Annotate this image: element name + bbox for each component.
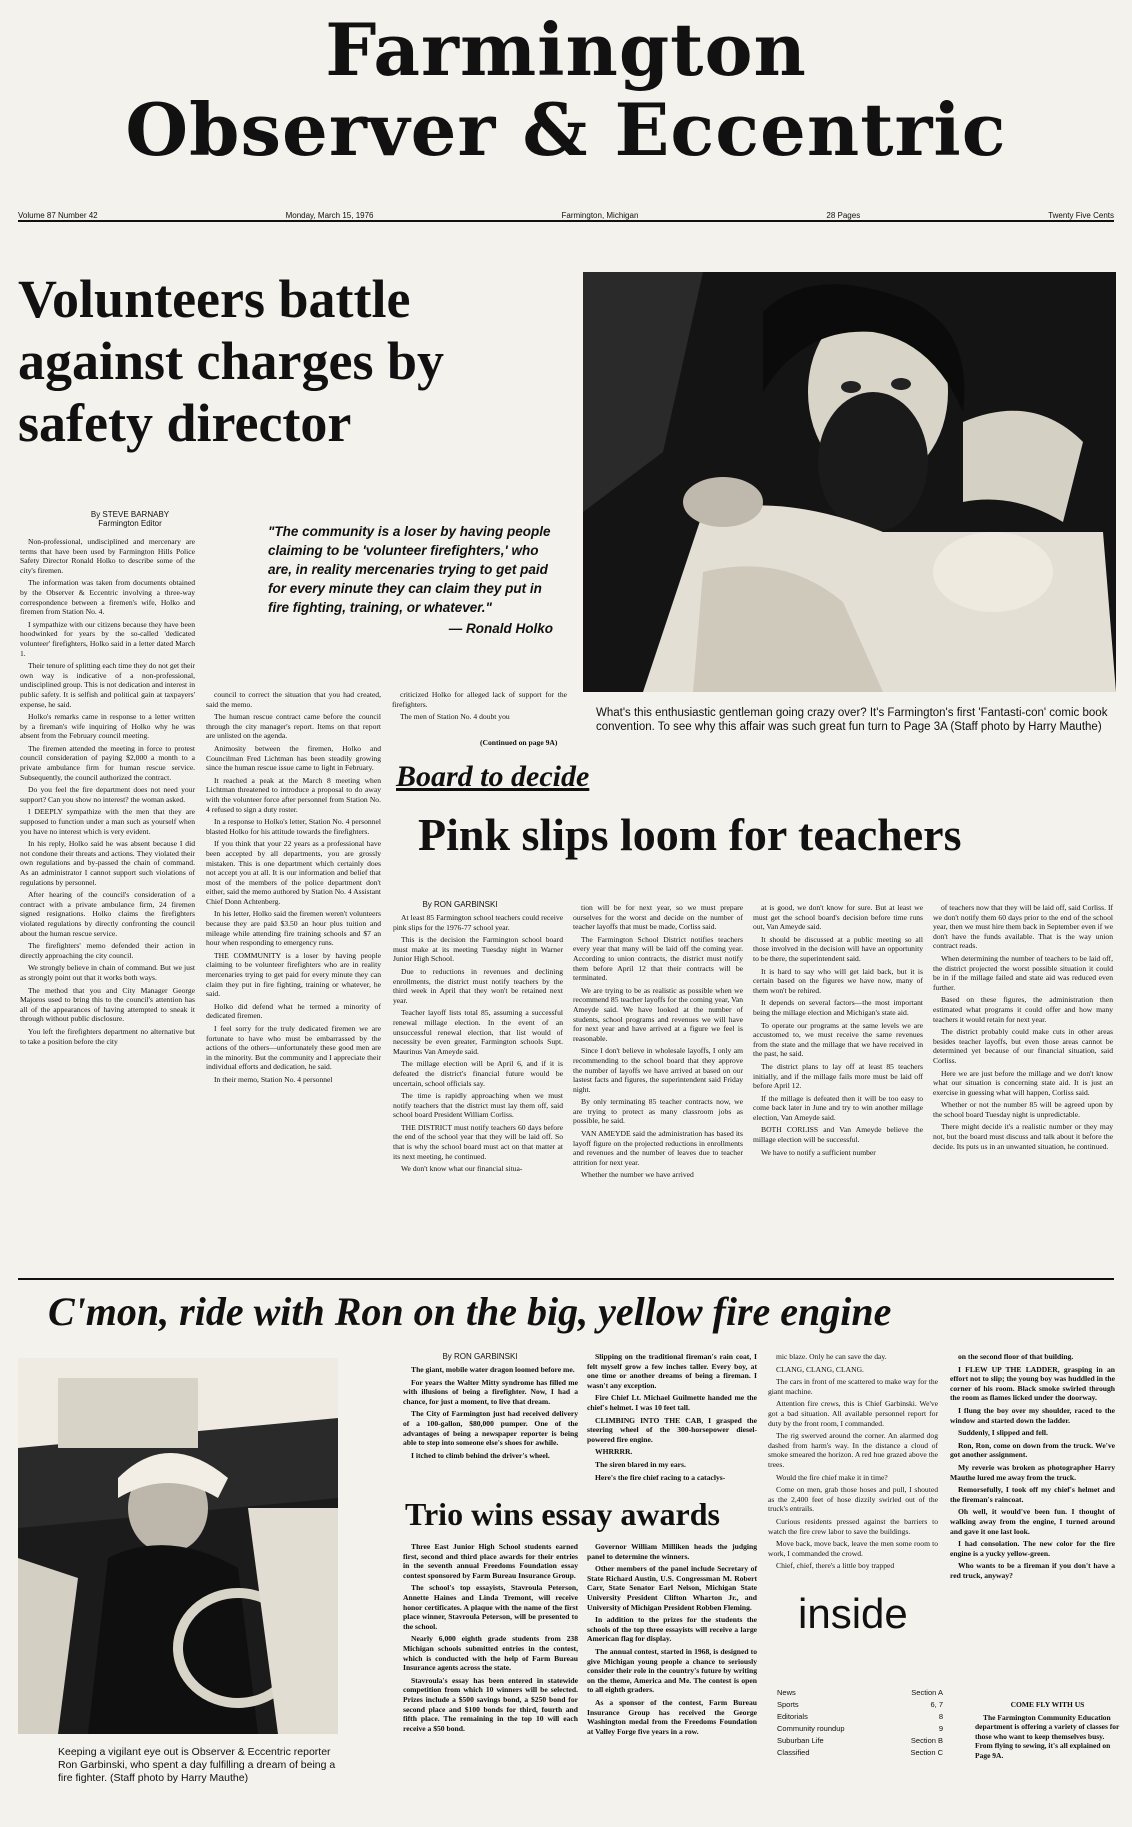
paragraph: THE COMMUNITY is a loser by having people claiming to be volunteer firefighters who are in reality mercenaries trying to get paid for every minute they can claim they put in fire fighting, training or whatever, he said. — [206, 950, 381, 999]
story1-continued: (Continued on page 9A) — [480, 738, 558, 747]
paragraph: Holko did defend what he termed a minority of dedicated firemen. — [206, 1001, 381, 1021]
inside-index-label: Classified — [777, 1748, 810, 1757]
paragraph: To operate our programs at the same levels we are accustomed to, we must receive the same revenues from the state and the millage that we have received in the past, he said. — [753, 1020, 923, 1059]
paragraph: CLANG, CLANG, CLANG. — [776, 1364, 864, 1374]
story2-headline: Pink slips loom for teachers — [418, 809, 962, 860]
paragraph: The human rescue contract came before the council through the city manager's report. Items on that report are unlisted on the agenda. — [206, 712, 381, 741]
inside-index-section: 6, 7 — [930, 1700, 943, 1709]
paragraph: The cars in front of me scattered to make way for the giant machine. — [768, 1377, 938, 1396]
story1-byline-title: Farmington Editor — [98, 519, 162, 528]
story2-kicker: Board to decide — [396, 760, 590, 793]
folio-date: Monday, March 15, 1976 — [285, 211, 374, 220]
paragraph: The giant, mobile water dragon loomed before me. — [411, 1365, 575, 1374]
paragraph: The information was taken from documents obtained by the Observer & Eccentric involving a three-way correspondence between a firemen's wife, Holko and firemen from Station No. 4. — [20, 578, 195, 617]
paragraph: In his reply, Holko said he was absent because I did not condone their threats and actions. They violated their own regulations and by-passed the chain of command. As an administrator I cannot support such violations of regulations by personnel. — [20, 839, 195, 887]
folio-volume: Volume 87 Number 42 — [18, 211, 98, 220]
paragraph: I FLEW UP THE LADDER, grasping in an effort not to slip; the young boy was huddled in the corner of his room. Black smoke swirled through the room as flames licked under the doorway. — [950, 1364, 1115, 1403]
paragraph: The district plans to lay off at least 85 teachers initially, and if the millage fails more must be laid off before April 12. — [753, 1061, 923, 1091]
paragraph: Due to reductions in revenues and declining enrollments, the district must notify teachers by the third week in April that they won't be retained next year. — [393, 966, 563, 1005]
story3-headline: C'mon, ride with Ron on the big, yellow fire engine — [48, 1289, 892, 1334]
inside-index-row — [777, 1736, 943, 1746]
inside-index-row — [777, 1712, 943, 1722]
paragraph: Suddenly, I slipped and fell. — [958, 1428, 1048, 1438]
story3-col3 — [768, 1352, 938, 1580]
paragraph: The school's top essayists, Stavroula Peterson, Annette Haines and Linda Tremont, will receive honor certificates. A plaque with the name of the first place winner, Stavroula Peterson, will be presented to the school. — [403, 1583, 578, 1631]
paragraph: Curious residents pressed against the barriers to watch the fire crew labor to save the buildings. — [768, 1516, 938, 1536]
story3-col1 — [403, 1365, 578, 1477]
paragraph: Oh well, it would've been fun. I thought of walking away from the engine, I turned around and gave it one last look. — [950, 1507, 1115, 1536]
story1-col3 — [392, 690, 567, 730]
section-rule — [18, 1278, 1114, 1280]
paragraph: The firefighters' memo defended their action in directly approaching the city council. — [20, 941, 195, 960]
story2-col3 — [753, 903, 923, 1269]
folio-price: Twenty Five Cents — [1048, 211, 1114, 220]
inside-index-row — [777, 1688, 943, 1698]
convention-photo-caption: What's this enthusiastic gentleman going crazy over? It's Farmington's first 'Fantasti-con' comic book convention. To see why this affair was such great fun turn to Page 3A (Staff photo by Harry Mauthe) — [596, 707, 1108, 733]
paragraph: I DEEPLY sympathize with the men that they are supposed to function under a man such as yourself when you have no interest which is very evident. — [20, 807, 195, 836]
paragraph: The men of Station No. 4 doubt you — [400, 712, 510, 722]
paragraph: Animosity between the firemen, Holko and Councilman Fred Lichtman has been steadily growing since the human rescue issue came to light in February. — [206, 743, 381, 773]
paragraph: The rig swerved around the corner. An alarmed dog dashed from harm's way. In the distance a cloud of smoke smeared the horizon. A red hue grazed above the trees. — [768, 1431, 938, 1469]
inside-index-label: Editorials — [777, 1712, 808, 1721]
paragraph: Remorsefully, I took off my chief's helmet and the fireman's raincoat. — [950, 1485, 1115, 1504]
paragraph: In his letter, Holko said the firemen weren't volunteers because they are paid $3.50 an hour plus tuition and mileage while attending fire training schools and $7 an hour when responding to emergency runs. — [206, 909, 381, 948]
story4-headline: Trio wins essay awards — [405, 1496, 720, 1532]
folio-place: Farmington, Michigan — [561, 211, 639, 220]
paragraph: It is hard to say who will get laid back, but it is certain based on the figures we have now, many of them won't be rehired. — [753, 966, 923, 995]
paragraph: Based on these figures, the administration then estimated what programs it could offer and how many teachers it would retain for next year. — [933, 995, 1113, 1024]
paragraph: You left the firefighters department no alternative but to take a position before the city — [20, 1026, 195, 1046]
story1-col2 — [206, 690, 381, 1247]
inside-index-label: News — [777, 1688, 796, 1697]
paragraph: Would the fire chief make it in time? — [776, 1472, 888, 1482]
story4-col1 — [403, 1542, 578, 1822]
paragraph: Chief, chief, there's a little boy trapped — [776, 1561, 895, 1571]
come-fly-body: The Farmington Community Education department is offering a variety of classes for those who want to keep themselves busy. From flying to sewing, it's all explained on Page 9A. — [975, 1712, 1120, 1760]
story1-headline: Volunteers battle against charges by safety director — [18, 269, 445, 453]
paragraph: Come on men, grab those hoses and pull, I shouted as the 2,400 feet of hose dizzily swirled out of the truck's entrails. — [768, 1485, 938, 1514]
paragraph: THE DISTRICT must notify teachers 60 days before the end of the school year that they will be laid off. So that is why the school board must act on that matter at its next meeting, he continued. — [393, 1122, 563, 1161]
story2-byline: By RON GARBINSKI — [422, 900, 498, 909]
paragraph: The annual contest, started in 1968, is designed to give Michigan young people a chance to seriously consider their role in the country's future by writing on the theme, America and Me. The contest is open to all eighth graders. — [587, 1646, 757, 1695]
masthead — [0, 7, 1132, 172]
paragraph: of teachers now that they will be laid off, said Corliss. If we don't notify them 60 days prior to the end of the school year, then we must hire them back in September even if we don't have the funds available. That is the way union contract reads. — [933, 903, 1113, 951]
paragraph: In their memo, Station No. 4 personnel — [214, 1074, 333, 1084]
story3-byline: By RON GARBINSKI — [442, 1352, 518, 1361]
paragraph: We have to notify a sufficient number — [761, 1147, 876, 1157]
paragraph: As a sponsor of the contest, Farm Bureau Insurance Group has received the George Washington medal from the Freedoms Foundation at Valley Forge five years in a row. — [587, 1697, 757, 1736]
paragraph: Their tenure of splitting each time they do not get their own way is indicative of a non-professional, undisciplined group. This is not dedication and interest in public safety. It is selfish and political gain at taxpayers' expense, he said. — [20, 661, 195, 709]
folio-pages: 28 Pages — [826, 211, 861, 220]
paragraph: The time is rapidly approaching when we must notify teachers that the district must lay them off, said school board President William Corliss. — [393, 1091, 563, 1120]
inside-index-section: 9 — [938, 1724, 943, 1733]
fire-engine-photo-caption: Keeping a vigilant eye out is Observer & Eccentric reporter Ron Garbinski, who spent a day fulfilling a dream of being a fire fighter. (Staff photo by Harry Mauthe) — [58, 1746, 336, 1784]
paragraph: Here's the fire chief racing to a cataclys- — [595, 1472, 726, 1482]
paragraph: I sympathize with our citizens because they have been hoodwinked for years by the so-called 'dedicated volunteer' firefighters, Holko said in a letter dated March 1. — [20, 619, 195, 658]
paragraph: Whether or not the number 85 will be agreed upon by the school board Tuesday night is unpredictable. — [933, 1100, 1113, 1119]
inside-index-row — [777, 1700, 943, 1710]
paragraph: My reverie was broken as photographer Harry Mauthe lured me away from the truck. — [950, 1462, 1115, 1482]
story3-col4 — [950, 1352, 1115, 1682]
paragraph: Governor William Milliken heads the judging panel to determine the winners. — [587, 1542, 757, 1561]
folio-line — [18, 208, 1114, 222]
inside-index-label: Community roundup — [777, 1724, 845, 1733]
paragraph: Other members of the panel include Secretary of State Richard Austin, U.S. Congressman M. Robert Carr, State Senator Earl Nelson, Michigan State University President Clifton Wharton Jr., and University of Michigan President Robben Fleming. — [587, 1564, 757, 1612]
paragraph: I itched to climb behind the driver's wheel. — [411, 1450, 550, 1460]
inside-index-section: 8 — [938, 1712, 943, 1721]
come-fly-box — [975, 1700, 1120, 1760]
paragraph: In a response to Holko's letter, Station No. 4 personnel blasted Holko for his attitude towards the firefighters. — [206, 817, 381, 836]
paragraph: criticized Holko for alleged lack of support for the firefighters. — [392, 690, 567, 709]
inside-index-table — [775, 1686, 945, 1760]
story1-col1 — [20, 537, 195, 1247]
paragraph: If you think that your 22 years as a professional have been accepted by all departments, you are grossly mistaken. This is one department which certainly does not accept you at all. It is our information and belief that most of the members of the police department don't either, said the memo authored by Station No. 4 Assistant Chief Donn Achtenberg. — [206, 839, 381, 906]
paragraph: Attention fire crews, this is Chief Garbinski. We've got a bad situation. All available personnel report for duty by the front room, I commanded. — [768, 1399, 938, 1428]
paragraph: The siren blared in my ears. — [595, 1459, 686, 1469]
masthead-line2: Observer & Eccentric — [125, 87, 1007, 172]
story3-col2 — [587, 1352, 757, 1482]
paragraph: Three East Junior High School students earned first, second and third place awards for their entries in the seventh annual Freedoms Foundation essay contest sponsored by Farm Bureau Insurance Group. — [403, 1542, 578, 1580]
inside-index-label: Sports — [777, 1700, 799, 1709]
paragraph: We strongly believe in chain of command. But we just as strongly point out that it works both ways. — [20, 963, 195, 982]
paragraph: There might decide it's a realistic number or they may not, but the board must discuss and talk about it before the decide. Its puts us in an unwanted situation, he continued. — [933, 1122, 1113, 1151]
paragraph: Non-professional, undisciplined and mercenary are terms that have been used by Farmington Hills Police Safety Director Ronald Holko to describe some of the city's firemen. — [20, 537, 195, 575]
inside-index-row — [777, 1748, 943, 1758]
paragraph: Move back, move back, leave the men some room to work, I commanded the crowd. — [768, 1539, 938, 1558]
story1-byline — [30, 510, 230, 528]
paragraph: The Farmington School District notifies teachers every year that many will be laid off the coming year. According to union contracts, the district must notify them before April 12 that their contracts will be terminated. — [573, 934, 743, 983]
story1-byline-name: By STEVE BARNABY — [90, 510, 170, 519]
paragraph: By only terminating 85 teacher contracts now, we are trying to protect as many classroom jobs as possible, he said. — [573, 1097, 743, 1126]
paragraph: When determining the number of teachers to be laid off, the district projected the worst possible situation it could be in if the millage failed and state aid was reduced even further. — [933, 953, 1113, 992]
paragraph: The millage election will be April 6, and if it is defeated the district's financial future would be uncertain, school officials say. — [393, 1059, 563, 1088]
paragraph: Stavroula's essay has been entered in statewide competition from which 10 winners will be selected. Prizes include a $500 savings bond, a $250 bond for second place and $100 bonds for third, fourth and fifth place. The remaining in the top 10 will each receive a $50 bond. — [403, 1675, 578, 1733]
paragraph: on the second floor of that building. — [958, 1352, 1074, 1361]
paragraph: Slipping on the traditional fireman's rain coat, I felt myself grow a few inches taller. Every boy, at one time or another dreams of being a fireman. I wasn't any exception. — [587, 1352, 757, 1390]
story1-pullquote — [268, 522, 553, 638]
inside-index-section: Section C — [910, 1748, 943, 1757]
paragraph: After hearing of the council's consideration of a contract with a private ambulance firm, 24 firemen signed resignations. Holko claims the firefighters violated regulations by directly confronting the council about the human rescue service. — [20, 890, 195, 938]
inside-index-title: inside — [798, 1590, 908, 1637]
paragraph: It depends on several factors—the most important being the millage election and Michigan's state aid. — [753, 998, 923, 1017]
paragraph: Holko's remarks came in response to a letter written by a fireman's wife inquiring of Holko why he was absent from the February council meeting. — [20, 712, 195, 741]
inside-index-label: Suburban Life — [777, 1736, 824, 1745]
paragraph: Fire Chief Lt. Michael Guilmette handed me the chief's helmet. I was 10 feet tall. — [587, 1393, 757, 1412]
story4-col2 — [587, 1542, 757, 1822]
paragraph: Ron, Ron, come on down from the truck. We've got another assignment. — [950, 1440, 1115, 1460]
paragraph: We are trying to be as realistic as possible when we recommend 85 teacher layoffs for the coming year, Van Ameyde said. We have looked at the number of students, school programs and revenues we will have for next year and have arrived at a figure we feel is reasonable. — [573, 985, 743, 1043]
paragraph: At least 85 Farmington school teachers could receive pink slips for the 1976-77 school year. — [393, 913, 563, 932]
paragraph: Nearly 6,000 eighth grade students from 238 Michigan schools submitted entries in the contest, which is conducted with the help of Farm Bureau Insurance agents across the state. — [403, 1634, 578, 1673]
paragraph: Who wants to be a fireman if you don't have a red truck, anyway? — [950, 1561, 1115, 1580]
paragraph: Here we are just before the millage and we don't know what our situation is concerning state aid. It is just an exercise in guessing what will happen, Corliss said. — [933, 1068, 1113, 1097]
paragraph: The firemen attended the meeting in force to protest council consideration of paying $2,000 a month to a private ambulance firm for human rescue service. Subsequently, the council authorized the contract. — [20, 743, 195, 782]
story2-col1 — [393, 913, 563, 1269]
paragraph: CLIMBING INTO THE CAB, I grasped the steering wheel of the 300-horsepower diesel-powered fire engine. — [587, 1415, 757, 1444]
paragraph: I had consolation. The new color for the fire engine is a yucky yellow-green. — [950, 1539, 1115, 1558]
fire-engine-photo-image — [18, 1358, 338, 1734]
paragraph: at is good, we don't know for sure. But at least we must get the school board's decision before time runs out, Van Ameyde said. — [753, 903, 923, 932]
paragraph: The City of Farmington just had received delivery of a 100-gallon, $80,000 pumper. One of the advantages of being a newspaper reporter is being able to step into someone else's shoes for awhile. — [403, 1409, 578, 1448]
paragraph: tion will be for next year, so we must prepare ourselves for the worst and decide on the number of teacher layoffs that must be made, Corliss said. — [573, 903, 743, 932]
paragraph: Since I don't believe in wholesale layoffs, I only am recommending to the school board that they approve the number of layoffs we have arrived at based on our lastest facts and figures, the superintendent said Friday night. — [573, 1046, 743, 1094]
inside-index-section: Section A — [911, 1688, 943, 1697]
story2-col4 — [933, 903, 1113, 1269]
convention-photo-image — [583, 272, 1116, 692]
paragraph: Do you feel the fire department does not need your support? Can you show no interest? the woman asked. — [20, 785, 195, 804]
paragraph: If the millage is defeated then it will be too easy to come back later in June and try to win another millage election, Van Ameyde said. — [753, 1093, 923, 1122]
paragraph: The method that you and City Manager George Majoros used to bring this to the council's attention has all of the appearances of having attempted to sneak it through without public disclosure. — [20, 985, 195, 1024]
paragraph: We don't know what our financial situa- — [401, 1164, 523, 1174]
paragraph: It should be discussed at a public meeting so all those involved in the decision will have an opportunity to be there, the superintendent said. — [753, 934, 923, 963]
paragraph: council to correct the situation that you had created, said the memo. — [206, 690, 381, 709]
paragraph: The district probably could make cuts in other areas besides teacher layoffs, but even those areas cannot be determined yet because of our financial situation, said Corliss. — [933, 1027, 1113, 1065]
convention-photo — [583, 272, 1116, 692]
paragraph: mic blaze. Only he can save the day. — [776, 1352, 887, 1361]
come-fly-title: COME FLY WITH US — [1010, 1700, 1085, 1709]
paragraph: VAN AMEYDE said the administration has based its layoff figure on the projected reductions in enrollments and revenues and the number of leaves due to teacher attrition for next year. — [573, 1129, 743, 1167]
paragraph: Teacher layoff lists total 85, assuming a successful renewal millage election. In the event of an unsuccessful renewal election, that list would of necessity be even greater, Farmington schools Supt. Maurinus Van Ameyde said. — [393, 1008, 563, 1056]
paragraph: I feel sorry for the truly dedicated firemen we are fortunate to have who must be embarrassed by the actions of the others—unfortunately these good men are in the minority. But the community and I appreciate their individual efforts and dedication, he said. — [206, 1024, 381, 1072]
paragraph: BOTH CORLISS and Van Ameyde believe the millage election will be successful. — [753, 1125, 923, 1145]
paragraph: Whether the number we have arrived — [581, 1170, 694, 1180]
paragraph: In addition to the prizes for the students the schools of the top three essayists will receive a large American flag for display. — [587, 1615, 757, 1644]
paragraph: WHRRRR. — [595, 1447, 633, 1457]
story2-col2 — [573, 903, 743, 1269]
inside-index-section: Section B — [910, 1736, 943, 1745]
fire-engine-photo — [18, 1358, 338, 1734]
paragraph: I flung the boy over my shoulder, raced to the window and started down the ladder. — [950, 1405, 1115, 1425]
pullquote-text: "The community is a loser by having people claiming to be 'volunteer firefighters,' who are, in reality mercenaries trying to get paid for every minute they can claim they put in fire fighting, training, or whatever." — [268, 524, 551, 615]
inside-index-row — [777, 1724, 943, 1734]
paragraph: It reached a peak at the March 8 meeting when Lichtman threatened to introduce a proposal to do away with the volunteer force after personnel from Station No. 4 refused to sign a duty roster. — [206, 775, 381, 814]
pullquote-attribution: — Ronald Holko — [448, 621, 553, 636]
masthead-line1: Farmington — [325, 7, 807, 92]
paragraph: For years the Walter Mitty syndrome has filled me with illusions of being a firefighter. Now, I had a chance, for just a moment, to live that dream. — [403, 1377, 578, 1406]
paragraph: This is the decision the Farmington school board must make at its meeting Tuesday night in Warner Junior High School. — [393, 935, 563, 964]
